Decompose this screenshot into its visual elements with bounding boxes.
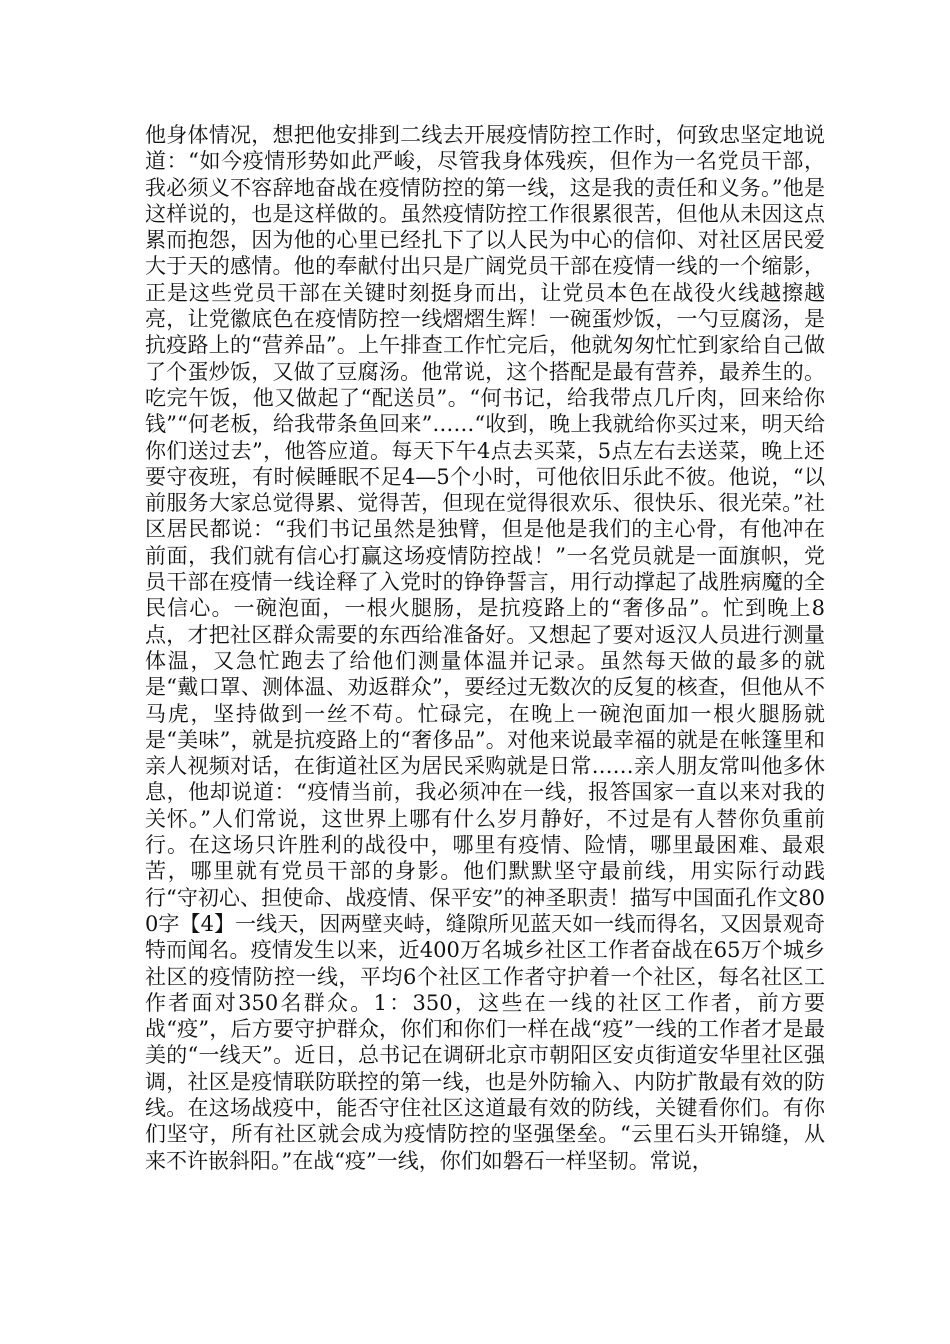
body-paragraph: 他身体情况，想把他安排到二线去开展疫情防控工作时，何致忠坚定地说道：“如今疫情形势如此严峻，尽管我身体残疾，但作为一名党员干部，我必须义不容辞地奋战在疫情防控的第一线，这是我的责任和义务。”他是这样说的，也是这样做的。虽然疫情防控工作很累很苦，但他从未因这点累而抱怨，因为他的心里已经扎下了以人民为中心的信仰、对社区居民爱大于天的感情。他的奉献付出只是广阔党员干部在疫情一线的一个缩影，正是这些党员干部在关键时刻挺身而出，让党员本色在战役火线越擦越亮，让党徽底色在疫情防控一线熠熠生辉！一碗蛋炒饭，一勺豆腐汤，是抗疫路上的“营养品”。上午排查工作忙完后，他就匆匆忙忙到家给自己做了个蛋炒饭，又做了豆腐汤。他常说，这个搭配是最有营养，最养生的。吃完午饭，他又做起了“配送员”。“何书记，给我带点几斤肉，回来给你钱”“何老板，给我带条鱼回来”……“收到，晚上我就给你买过来，明天给你们送过去”，他答应道。每天下午4点去买菜，5点左右去送菜，晚上还要守夜班，有时候睡眠不足4—5个小时，可他依旧乐此不彼。他说，“以前服务大家总觉得累、觉得苦，但现在觉得很欢乐、很快乐、很光荣。”社区居民都说：“我们书记虽然是独臂，但是他是我们的主心骨，有他冲在前面，我们就有信心打赢这场疫情防控战！”一名党员就是一面旗帜，党员干部在疫情一线诠释了入党时的铮铮誓言，用行动撑起了战胜病魔的全民信心。一碗泡面，一根火腿肠，是抗疫路上的“奢侈品”。忙到晚上8点，才把社区群众需要的东西给准备好。又想起了要对返汉人员进行测量体温，又急忙跑去了给他们测量体温并记录。虽然每天做的最多的就是“戴口罩、测体温、劝返群众”，要经过无数次的反复的核查，但他从不马虎，坚持做到一丝不苟。忙碌完，在晚上一碗泡面加一根火腿肠就是“美味”，就是抗疫路上的“奢侈品”。对他来说最幸福的就是在帐篷里和亲人视频对话，在街道社区为居民采购就是日常……亲人朋友常叫他多休息，他却说道：“疫情当前，我必须冲在一线，报答国家一直以来对我的关怀。”人们常说，这世界上哪有什么岁月静好，不过是有人替你负重前行。在这场只许胜利的战役中，哪里有疫情、险情，哪里最困难、最艰苦，哪里就有党员干部的身影。他们默默坚守最前线，用实际行动践行“守初心、担使命、战疫情、保平安”的神圣职责！描写中国面孔作文800字【4】一线天，因两壁夹峙，缝隙所见蓝天如一线而得名，又因景观奇特而闻名。疫情发生以来，近400万名城乡社区工作者奋战在65万个城乡社区的疫情防控一线，平均6个社区工作者守护着一个社区，每名社区工作者面对350名群众。1：350，这些在一线的社区工作者，前方要战“疫”，后方要守护群众，你们和你们一样在战“疫”一线的工作者才是最美的“一线天”。近日，总书记在调研北京市朝阳区安贞街道安华里社区强调，社区是疫情联防联控的第一线，也是外防输入、内防扩散最有效的防线。在这场战疫中，能否守住社区这道最有效的防线，关键看你们。有你们坚守，所有社区就会成为疫情防控的坚强堡垒。“云里石头开锦缝，从来不许嵌斜阳。”在战“疫”一线，你们如磐石一样坚韧。常说， <box>145 123 825 1173</box>
document-page <box>145 122 825 1174</box>
